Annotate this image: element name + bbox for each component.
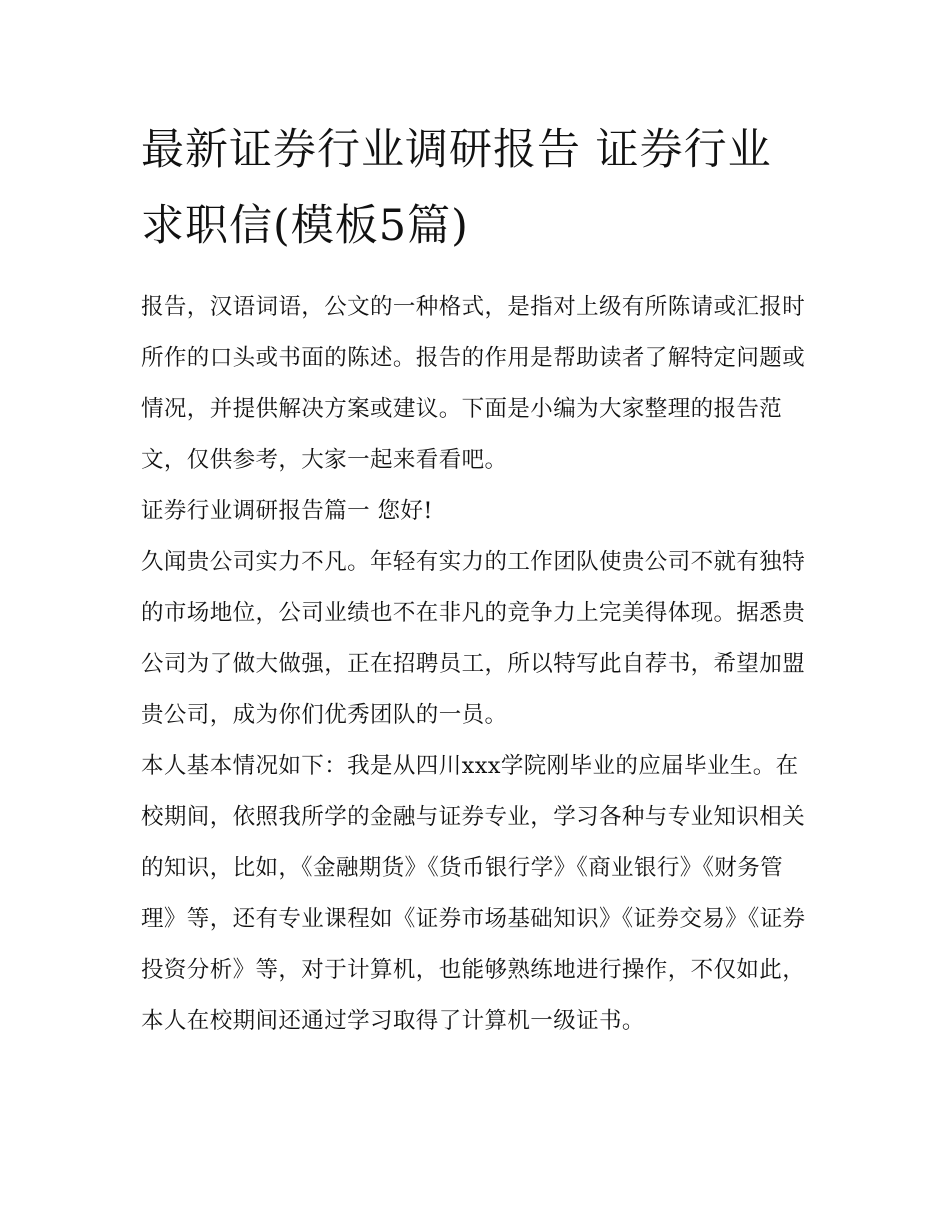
personal-background-paragraph: 本人基本情况如下：我是从四川xxx学院刚毕业的应届毕业生。在校期间，依照我所学的金融与证券专业，学习各种与专业知识相关的知识，比如，《金融期货》《货币银行学》《商业银行》《财务管理》等，还有专业课程如《证券市场基础知识》《证券交易》《证券投资分析》等，对于计算机，也能够熟练地进行操作，不仅如此，本人在校期间还通过学习取得了计算机一级证书。 — [141, 753, 806, 1034]
document-title: 最新证券行业调研报告 证券行业求职信(模板5篇) — [141, 125, 772, 251]
document-body — [141, 112, 813, 1047]
company-praise-paragraph: 久闻贵公司实力不凡。年轻有实力的工作团队使贵公司不就有独特的市场地位，公司业绩也不在非凡的竞争力上完美得体现。据悉贵公司为了做大做强，正在招聘员工，所以特写此自荐书，希望加盟贵公司，成为你们优秀团队的一员。 — [141, 549, 806, 728]
section-heading-paragraph: 证券行业调研报告篇一 您好! — [141, 498, 433, 524]
intro-paragraph: 报告，汉语词语，公文的一种格式，是指对上级有所陈请或汇报时所作的口头或书面的陈述。报告的作用是帮助读者了解特定问题或情况，并提供解决方案或建议。下面是小编为大家整理的报告范文，仅供参考，大家一起来看看吧。 — [141, 294, 806, 473]
